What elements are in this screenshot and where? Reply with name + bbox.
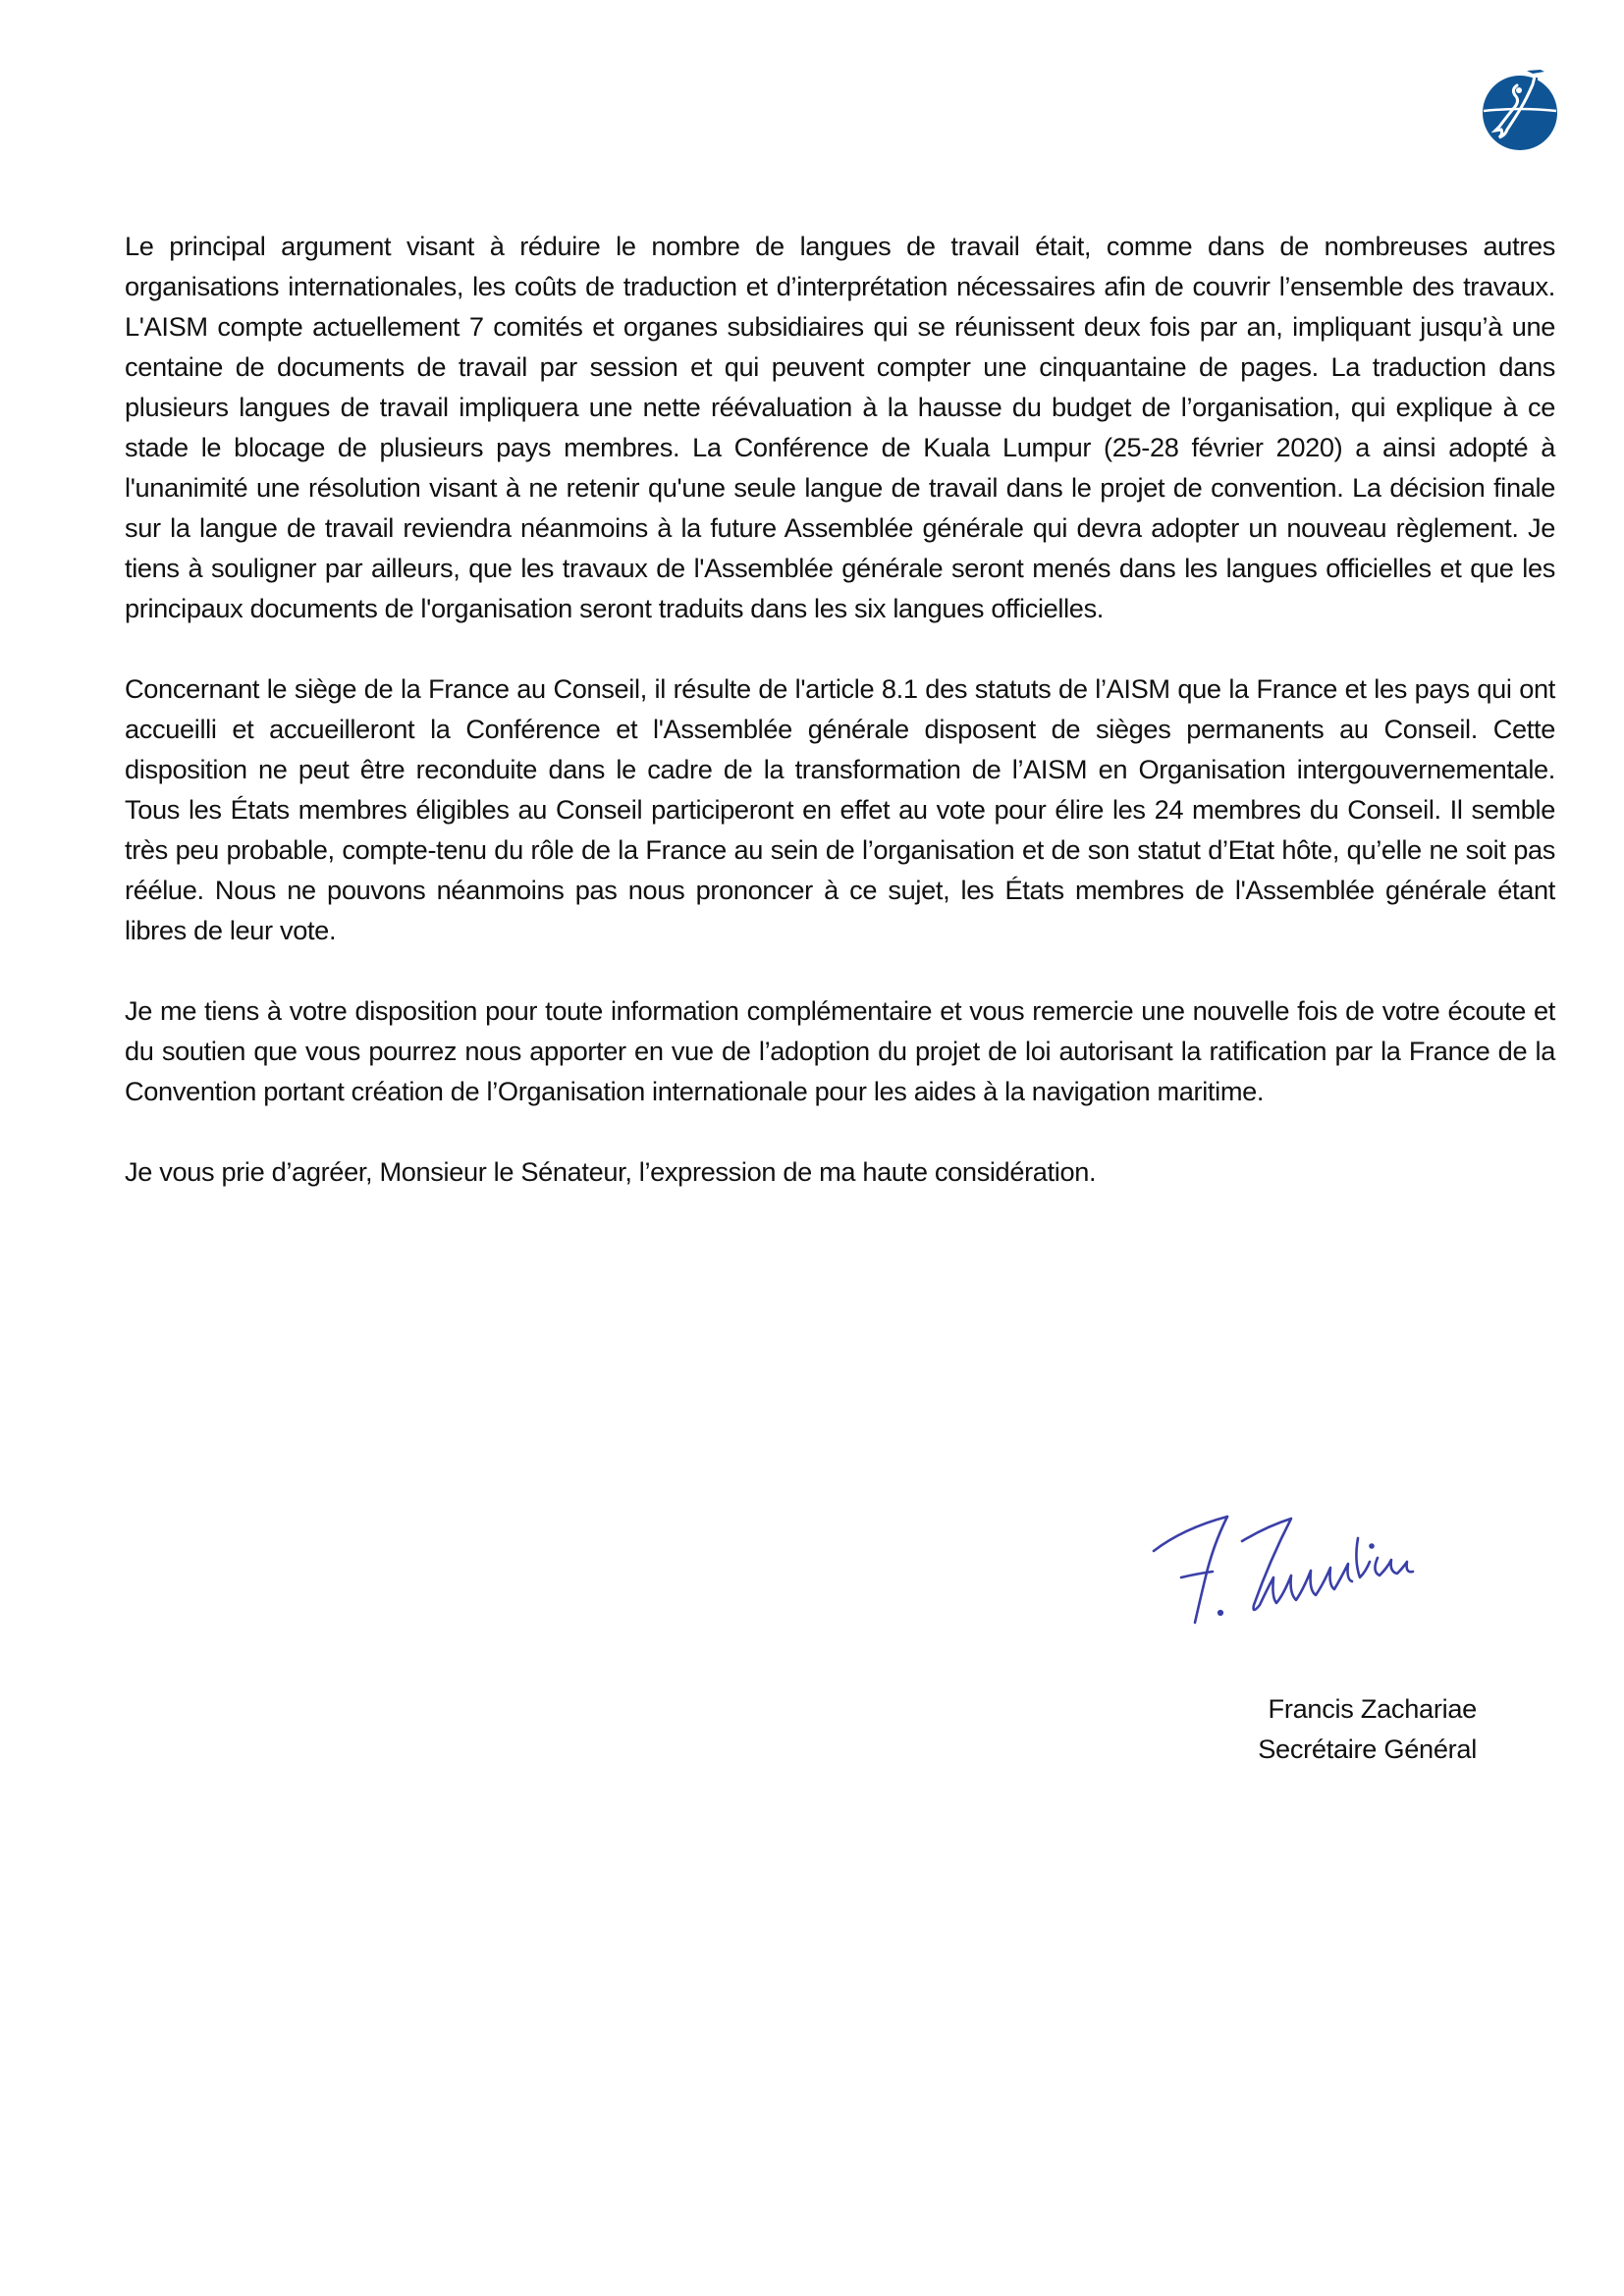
signatory-title: Secrétaire Général	[1258, 1734, 1477, 1764]
letter-body	[125, 226, 1555, 1232]
handwritten-signature	[1144, 1507, 1478, 1639]
paragraph-working-languages: Le principal argument visant à réduire le nombre de langues de travail était, comme dans de nombreuses autres organisations internationales, les coûts de traduction et d’interprétation nécessaires afin de couvrir l’ensemble des travaux. L'AISM compte actuellement 7 comités et organes subsidiaires qui se réunissent deux fois par an, impliquant jusqu’à une centaine de documents de travail par session et qui peuvent compter une cinquantaine de pages. La traduction dans plusieurs langues de travail impliquera une nette réévaluation à la hausse du budget de l’organisation, qui explique à ce stade le blocage de plusieurs pays membres. La Conférence de Kuala Lumpur (25-28 février 2020) a ainsi adopté à l'unanimité une résolution visant à ne retenir qu'une seule langue de travail dans le projet de convention. La décision finale sur la langue de travail reviendra néanmoins à la future Assemblée générale qui devra adopter un nouveau règlement. Je tiens à souligner par ailleurs, que les travaux de l'Assemblée générale seront menés dans les langues officielles et que les principaux documents de l'organisation seront traduits dans les six langues officielles.	[125, 231, 1555, 623]
paragraph-closing-thanks: Je me tiens à votre disposition pour toute information complémentaire et vous remercie une nouvelle fois de votre écoute et du soutien que vous pourrez nous apporter en vue de l’adoption du projet de loi autorisant la ratification par la France de la Convention portant création de l’Organisation internationale pour les aides à la navigation maritime.	[125, 995, 1555, 1106]
organization-logo-icon	[1476, 64, 1564, 152]
signatory-block	[1258, 1688, 1477, 1769]
paragraph-salutation: Je vous prie d’agréer, Monsieur le Sénateur, l’expression de ma haute considération.	[125, 1156, 1097, 1187]
paragraph-council-seat: Concernant le siège de la France au Conseil, il résulte de l'article 8.1 des statuts de l’AISM que la France et les pays qui ont accueilli et accueilleront la Conférence et l'Assemblée générale disposent de sièges permanents au Conseil. Cette disposition ne peut être reconduite dans le cadre de la transformation de l’AISM en Organisation intergouvernementale. Tous les États membres éligibles au Conseil participeront en effet au vote pour élire les 24 membres du Conseil. Il semble très peu probable, compte-tenu du rôle de la France au sein de l’organisation et de son statut d’Etat hôte, qu’elle ne soit pas réélue. Nous ne pouvons néanmoins pas nous prononcer à ce sujet, les États membres de l'Assemblée générale étant libres de leur vote.	[125, 673, 1555, 945]
signatory-name: Francis Zachariae	[1268, 1693, 1477, 1724]
